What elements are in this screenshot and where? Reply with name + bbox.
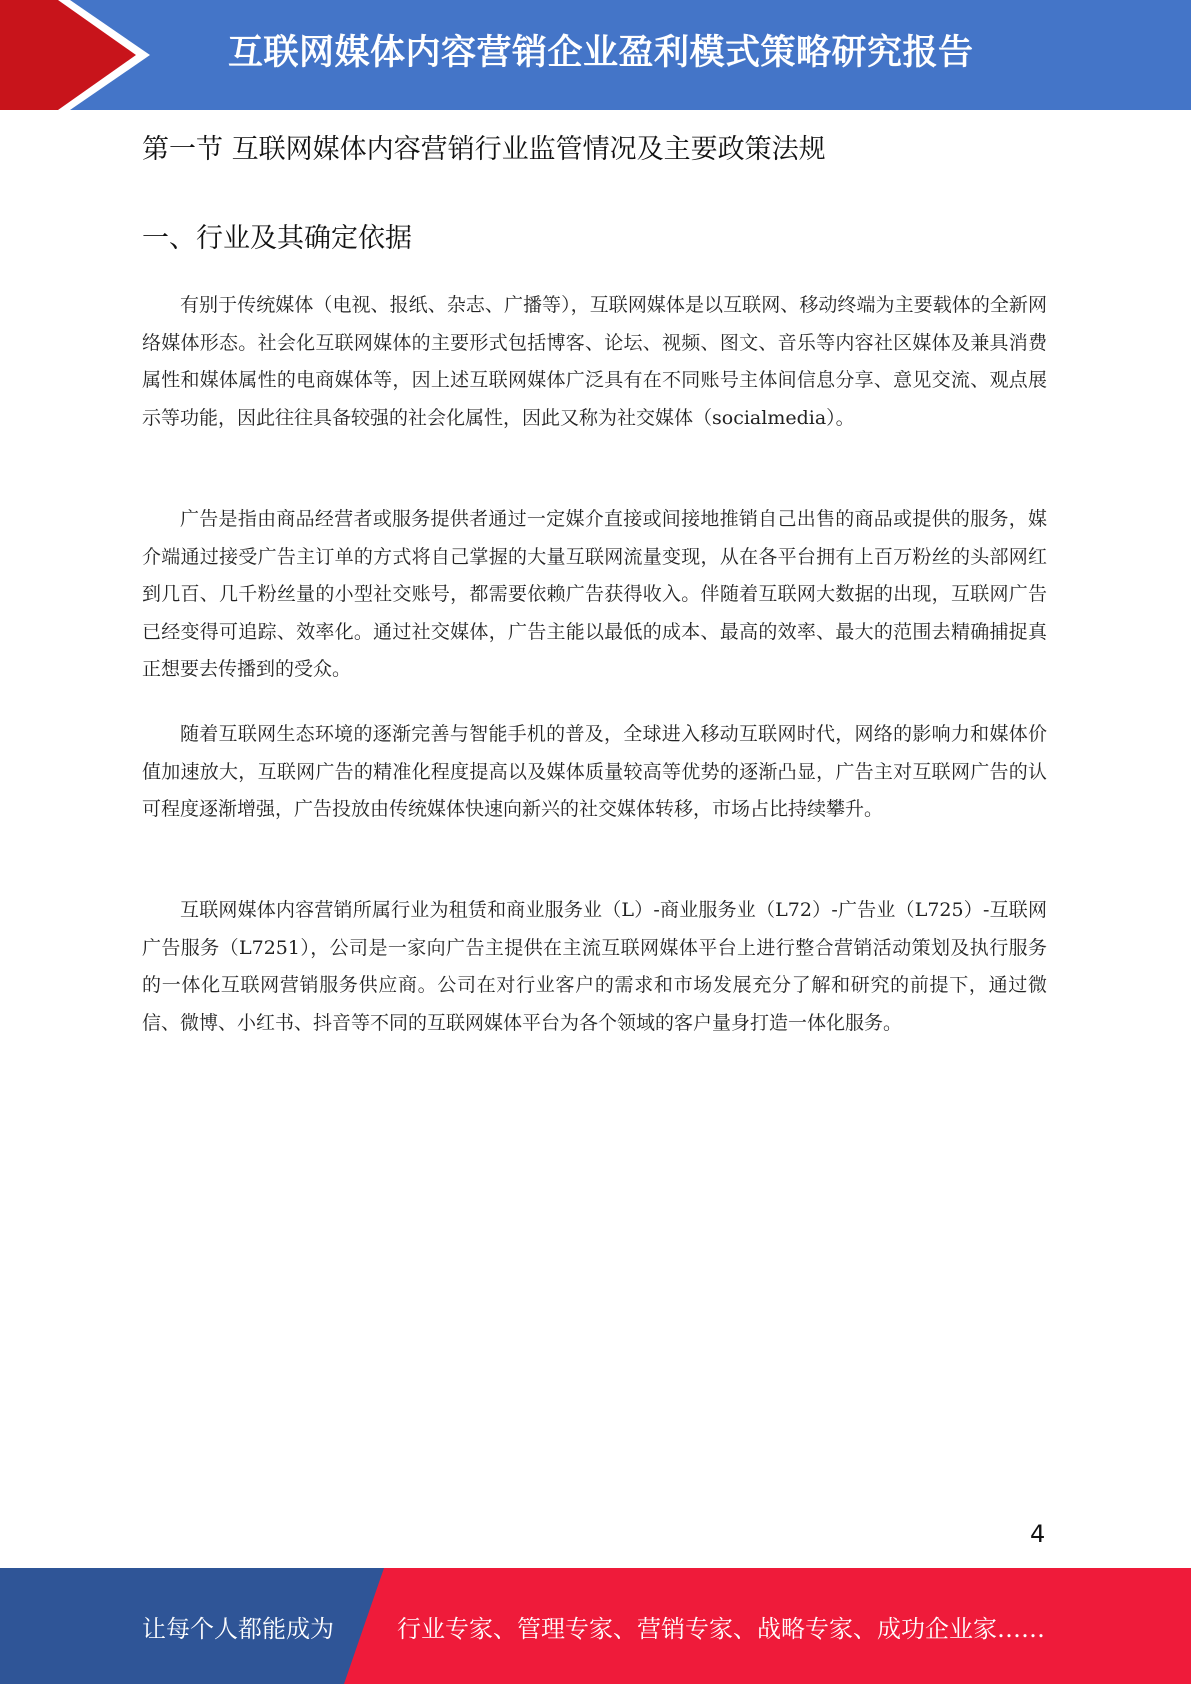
footer-slogan-left: 让每个人都能成为 <box>142 1615 334 1643</box>
paragraph-1: 有别于传统媒体（电视、报纸、杂志、广播等），互联网媒体是以互联网、移动终端为主要载体的全新网络媒体形态。社会化互联网媒体的主要形式包括博客、论坛、视频、图文、音乐等内容社区媒体及兼具消费属性和媒体属性的电商媒体等，因上述互联网媒体广泛具有在不同账号主体间信息分享、意见交流、观点展示等功能，因此往往具备较强的社会化属性，因此又称为社交媒体（socialmedia）。 <box>142 294 1047 429</box>
section-title: 第一节 互联网媒体内容营销行业监管情况及主要政策法规 <box>142 134 826 165</box>
page-number: 4 <box>1030 1520 1046 1548</box>
paragraph-3: 随着互联网生态环境的逐渐完善与智能手机的普及，全球进入移动互联网时代，网络的影响力和媒体价值加速放大，互联网广告的精准化程度提高以及媒体质量较高等优势的逐渐凸显，广告主对互联网广告的认可程度逐渐增强，广告投放由传统媒体快速向新兴的社交媒体转移，市场占比持续攀升。 <box>142 723 1047 820</box>
paragraph-2: 广告是指由商品经营者或服务提供者通过一定媒介直接或间接地推销自己出售的商品或提供的服务，媒介端通过接受广告主订单的方式将自己掌握的大量互联网流量变现，从在各平台拥有上百万粉丝的头部网红到几百、几千粉丝量的小型社交账号，都需要依赖广告获得收入。伴随着互联网大数据的出现，互联网广告已经变得可追踪、效率化。通过社交媒体，广告主能以最低的成本、最高的效率、最大的范围去精确捕捉真正想要去传播到的受众。 <box>142 508 1047 680</box>
paragraph-4: 互联网媒体内容营销所属行业为租赁和商业服务业（L）-商业服务业（L72）-广告业（L725）-互联网广告服务（L7251），公司是一家向广告主提供在主流互联网媒体平台上进行整合营销活动策划及执行服务的一体化互联网营销服务供应商。公司在对行业客户的需求和市场发展充分了解和研究的前提下，通过微信、微博、小红书、抖音等不同的互联网媒体平台为各个领域的客户量身打造一体化服务。 <box>142 899 1047 1034</box>
subsection-title: 一、行业及其确定依据 <box>142 223 412 254</box>
report-title: 互联网媒体内容营销企业盈利模式策略研究报告 <box>228 33 974 73</box>
header-banner <box>0 0 1191 110</box>
footer-slogan-right: 行业专家、管理专家、营销专家、战略专家、成功企业家…… <box>397 1615 1045 1643</box>
